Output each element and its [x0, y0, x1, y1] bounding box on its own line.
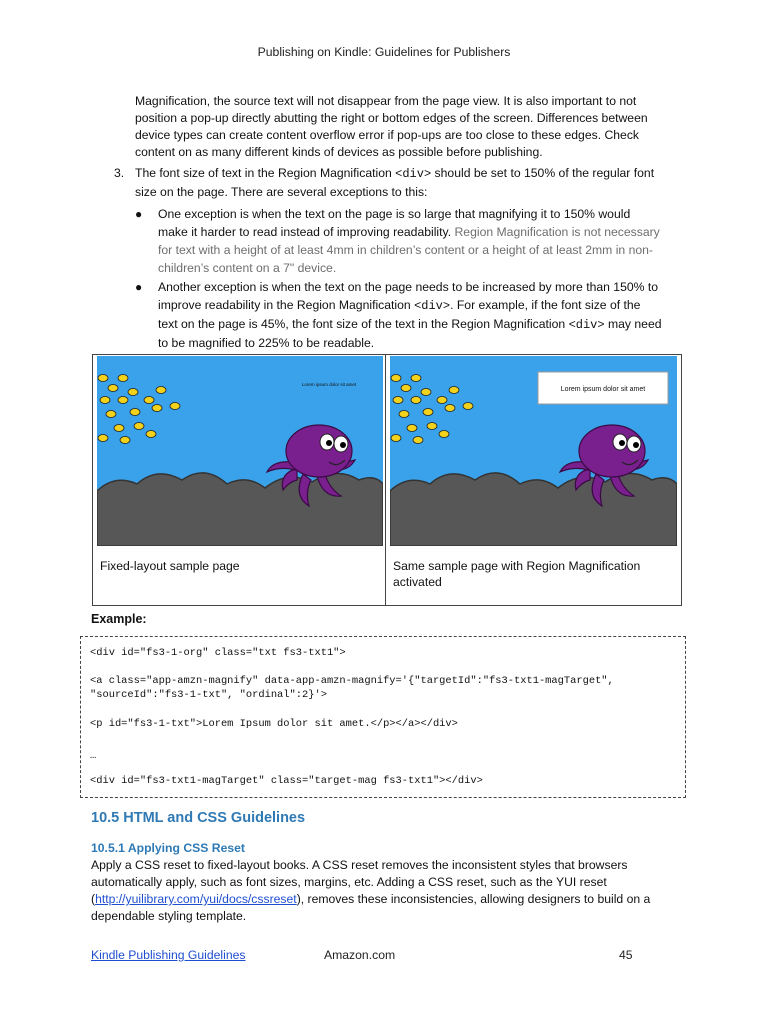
sample-text-magnified: Lorem ipsum dolor sit amet: [560, 386, 646, 393]
bullet-icon: ●: [135, 280, 143, 294]
page-header: Publishing on Kindle: Guidelines for Publishers: [257, 45, 511, 59]
figure-table: [92, 354, 682, 606]
text-span: . For example, if the font size of the: [450, 298, 641, 312]
inline-code: <div>: [395, 167, 432, 181]
text-line: device types can create content overflow error if pop-ups are too close to these edges. Check: [135, 128, 640, 142]
figure-cell-left: [93, 355, 386, 605]
inline-code: <div>: [568, 318, 605, 332]
text-span: Region Magnification is not necessary: [454, 225, 660, 239]
figure-caption-left: Fixed-layout sample page: [100, 559, 240, 573]
code-example-box: [80, 636, 686, 798]
code-line: <div id="fs3-txt1-magTarget" class="target-mag fs3-txt1"></div>: [90, 775, 483, 787]
text-line: [91, 891, 681, 908]
text-span: text on the page is 45%, the font size of the text in the Region Magnification: [158, 317, 569, 331]
code-line: <a class="app-amzn-magnify" data-app-amzn-magnify='{"targetId":"fs3-txt1-magTarget",: [90, 675, 614, 687]
text-span: improve readability in the Region Magnification: [158, 298, 415, 312]
footer-guidelines-link[interactable]: Kindle Publishing Guidelines: [91, 948, 246, 962]
text-line: to be magnified to 225% to be readable.: [158, 336, 375, 350]
text-span: (: [91, 892, 96, 906]
fixed-layout-sample-image: [97, 356, 383, 546]
text-line: [158, 315, 675, 334]
text-line: [158, 223, 675, 241]
text-span: should be set to 150% of the regular font: [431, 166, 655, 180]
subsection-heading: 10.5.1 Applying CSS Reset: [91, 841, 245, 855]
text-line: [158, 296, 675, 315]
example-label: Example:: [91, 612, 147, 626]
footer-publisher: Amazon.com: [324, 948, 396, 962]
page-number: 45: [619, 948, 633, 962]
text-line: Apply a CSS reset to fixed-layout books. A CSS reset removes the inconsistent styles that browsers: [91, 858, 628, 872]
text-line: Another exception is when the text on the page needs to be increased by more than 150% to: [158, 280, 659, 294]
code-line: <p id="fs3-1-txt">Lorem Ipsum dolor sit amet.</p></a></div>: [90, 718, 458, 730]
text-span: The font size of text in the Region Magnification: [135, 166, 396, 180]
yui-cssreset-link[interactable]: http://yuilibrary.com/yui/docs/cssreset: [95, 892, 297, 906]
continuation-paragraph: [135, 93, 675, 161]
css-reset-paragraph: [91, 857, 681, 925]
text-line: dependable styling template.: [91, 909, 247, 923]
section-heading: 10.5 HTML and CSS Guidelines: [91, 810, 306, 826]
inline-code: <div>: [414, 299, 451, 313]
text-line: Magnification, the source text will not disappear from the page view. It is also important to not: [135, 94, 637, 108]
bullet-item-1: [135, 205, 675, 277]
text-line: [135, 164, 676, 183]
code-line: "sourceId":"fs3-1-txt", "ordinal":2}'>: [90, 689, 327, 701]
text-span: ), removes these inconsistencies, allowing designers to build on a: [296, 892, 651, 906]
text-line: One exception is when the text on the page is so large that magnifying it to 150% would: [158, 207, 631, 221]
text-line: position a pop-up directly abutting the right or bottom edges of the screen. Differences between: [135, 111, 648, 125]
figure-cell-right: [386, 355, 681, 605]
caption-line: activated: [393, 575, 442, 589]
text-line: content on as many different kinds of devices as possible before publishing.: [135, 145, 543, 159]
text-span: may need: [604, 317, 662, 331]
text-line: children’s content on a 7" device.: [158, 261, 337, 275]
text-line: automatically apply, such as font sizes, margins, etc. Adding a CSS reset, such as the YUI reset: [91, 875, 607, 889]
text-line: size on the page. There are several exceptions to this:: [135, 185, 428, 199]
figure-caption-right: [393, 558, 673, 590]
list-number: 3.: [114, 166, 125, 180]
text-span: make it harder to read instead of improving readability.: [158, 225, 455, 239]
sample-text-small: Lorem ipsum dolor sit amet: [301, 382, 357, 387]
bullet-icon: ●: [135, 207, 143, 221]
caption-line: Same sample page with Region Magnification: [393, 559, 641, 573]
code-line: …: [90, 750, 97, 762]
text-line: for text with a height of at least 4mm in children’s content or a height of at least 2mm in non-: [158, 243, 653, 257]
region-magnification-sample-image: [390, 356, 677, 546]
bullet-item-2: [135, 278, 675, 352]
code-line: <div id="fs3-1-org" class="txt fs3-txt1">: [90, 647, 346, 659]
numbered-item-3: [114, 164, 676, 201]
